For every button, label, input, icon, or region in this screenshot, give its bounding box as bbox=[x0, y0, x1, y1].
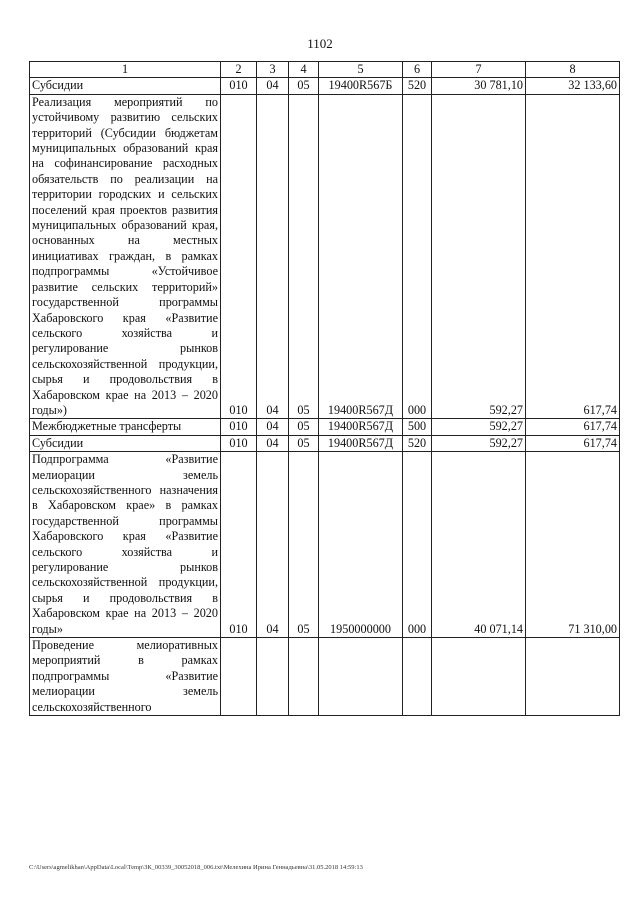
cell-code-6 bbox=[403, 638, 432, 716]
row-description: Подпрограмма «Развитие мелиорации земель сельскохозяйственного назначения в Хабаровском крае» в рамках государственной программы Хабаровского края «Развитие сельского хозяйства и регулирование рынков сельскохозяйственной продукции, сырья и продовольствия в Хабаровском крае на 2013 – 2020 годы» bbox=[30, 452, 221, 638]
cell-code-2: 010 bbox=[221, 435, 257, 451]
cell-code-6: 000 bbox=[403, 452, 432, 638]
page-number: 1102 bbox=[307, 36, 333, 51]
table-row bbox=[30, 419, 620, 435]
cell-code-6: 520 bbox=[403, 435, 432, 451]
cell-code-2: 010 bbox=[221, 94, 257, 419]
row-description: Реализация мероприятий по устойчивому развитию сельских территорий (Субсидии бюджетам муниципальных образований края на софинансирование расходных обязательств по реализации на территории городских и сельских поселений края проектов развития муниципальных образований края, основанных на местных инициативах граждан, в рамках подпрограммы «Устойчивое развитие сельских территорий» государственной программы Хабаровского края «Развитие сельского хозяйства и регулирование рынков сельскохозяйственной продукции, сырья и продовольствия в Хабаровском крае на 2013 – 2020 годы») bbox=[30, 94, 221, 419]
cell-code-3: 04 bbox=[257, 78, 289, 94]
cell-code-5: 19400R567Б bbox=[319, 78, 403, 94]
cell-code-2: 010 bbox=[221, 452, 257, 638]
table-row bbox=[30, 452, 620, 638]
column-header: 6 bbox=[403, 62, 432, 78]
cell-amount-7 bbox=[432, 638, 526, 716]
table-header-row bbox=[30, 62, 620, 78]
cell-code-3: 04 bbox=[257, 435, 289, 451]
cell-code-3: 04 bbox=[257, 419, 289, 435]
cell-code-6: 000 bbox=[403, 94, 432, 419]
cell-amount-7: 592,27 bbox=[432, 435, 526, 451]
row-description: Межбюджетные трансферты bbox=[30, 419, 221, 435]
cell-code-6: 520 bbox=[403, 78, 432, 94]
cell-code-5: 19400R567Д bbox=[319, 94, 403, 419]
table-row bbox=[30, 94, 620, 419]
cell-amount-8: 617,74 bbox=[526, 419, 620, 435]
cell-amount-8 bbox=[526, 638, 620, 716]
column-header: 4 bbox=[289, 62, 319, 78]
cell-code-4: 05 bbox=[289, 419, 319, 435]
row-description: Субсидии bbox=[30, 435, 221, 451]
cell-code-4: 05 bbox=[289, 435, 319, 451]
cell-amount-8: 617,74 bbox=[526, 94, 620, 419]
row-description: Субсидии bbox=[30, 78, 221, 94]
cell-code-4: 05 bbox=[289, 94, 319, 419]
column-header: 3 bbox=[257, 62, 289, 78]
cell-code-4: 05 bbox=[289, 452, 319, 638]
cell-code-5: 19400R567Д bbox=[319, 419, 403, 435]
cell-code-2: 010 bbox=[221, 419, 257, 435]
cell-code-3 bbox=[257, 638, 289, 716]
cell-amount-7: 592,27 bbox=[432, 94, 526, 419]
row-description: Проведение мелиоративных мероприятий в рамках подпрограммы «Развитие мелиорации земель сельскохозяйственного bbox=[30, 638, 221, 716]
cell-amount-8: 32 133,60 bbox=[526, 78, 620, 94]
cell-code-2 bbox=[221, 638, 257, 716]
cell-amount-7: 30 781,10 bbox=[432, 78, 526, 94]
table-row bbox=[30, 78, 620, 94]
file-path-footer: C:\Users\agmelikhan\AppData\Local\Temp\ЗК_00339_30052018_006.txt\Мелехина Ирина Геннадьевна\31.05.2018 14:59:13 bbox=[29, 864, 363, 871]
cell-code-5: 19400R567Д bbox=[319, 435, 403, 451]
column-header: 5 bbox=[319, 62, 403, 78]
cell-code-2: 010 bbox=[221, 78, 257, 94]
cell-code-6: 500 bbox=[403, 419, 432, 435]
cell-code-3: 04 bbox=[257, 94, 289, 419]
column-header: 8 bbox=[526, 62, 620, 78]
column-header: 7 bbox=[432, 62, 526, 78]
cell-code-3: 04 bbox=[257, 452, 289, 638]
column-header: 2 bbox=[221, 62, 257, 78]
cell-code-4 bbox=[289, 638, 319, 716]
table-row bbox=[30, 435, 620, 451]
table-row bbox=[30, 638, 620, 716]
column-header: 1 bbox=[30, 62, 221, 78]
cell-amount-7: 592,27 bbox=[432, 419, 526, 435]
cell-amount-8: 71 310,00 bbox=[526, 452, 620, 638]
cell-code-5 bbox=[319, 638, 403, 716]
cell-amount-8: 617,74 bbox=[526, 435, 620, 451]
cell-code-5: 1950000000 bbox=[319, 452, 403, 638]
budget-table bbox=[29, 61, 620, 716]
cell-code-4: 05 bbox=[289, 78, 319, 94]
cell-amount-7: 40 071,14 bbox=[432, 452, 526, 638]
